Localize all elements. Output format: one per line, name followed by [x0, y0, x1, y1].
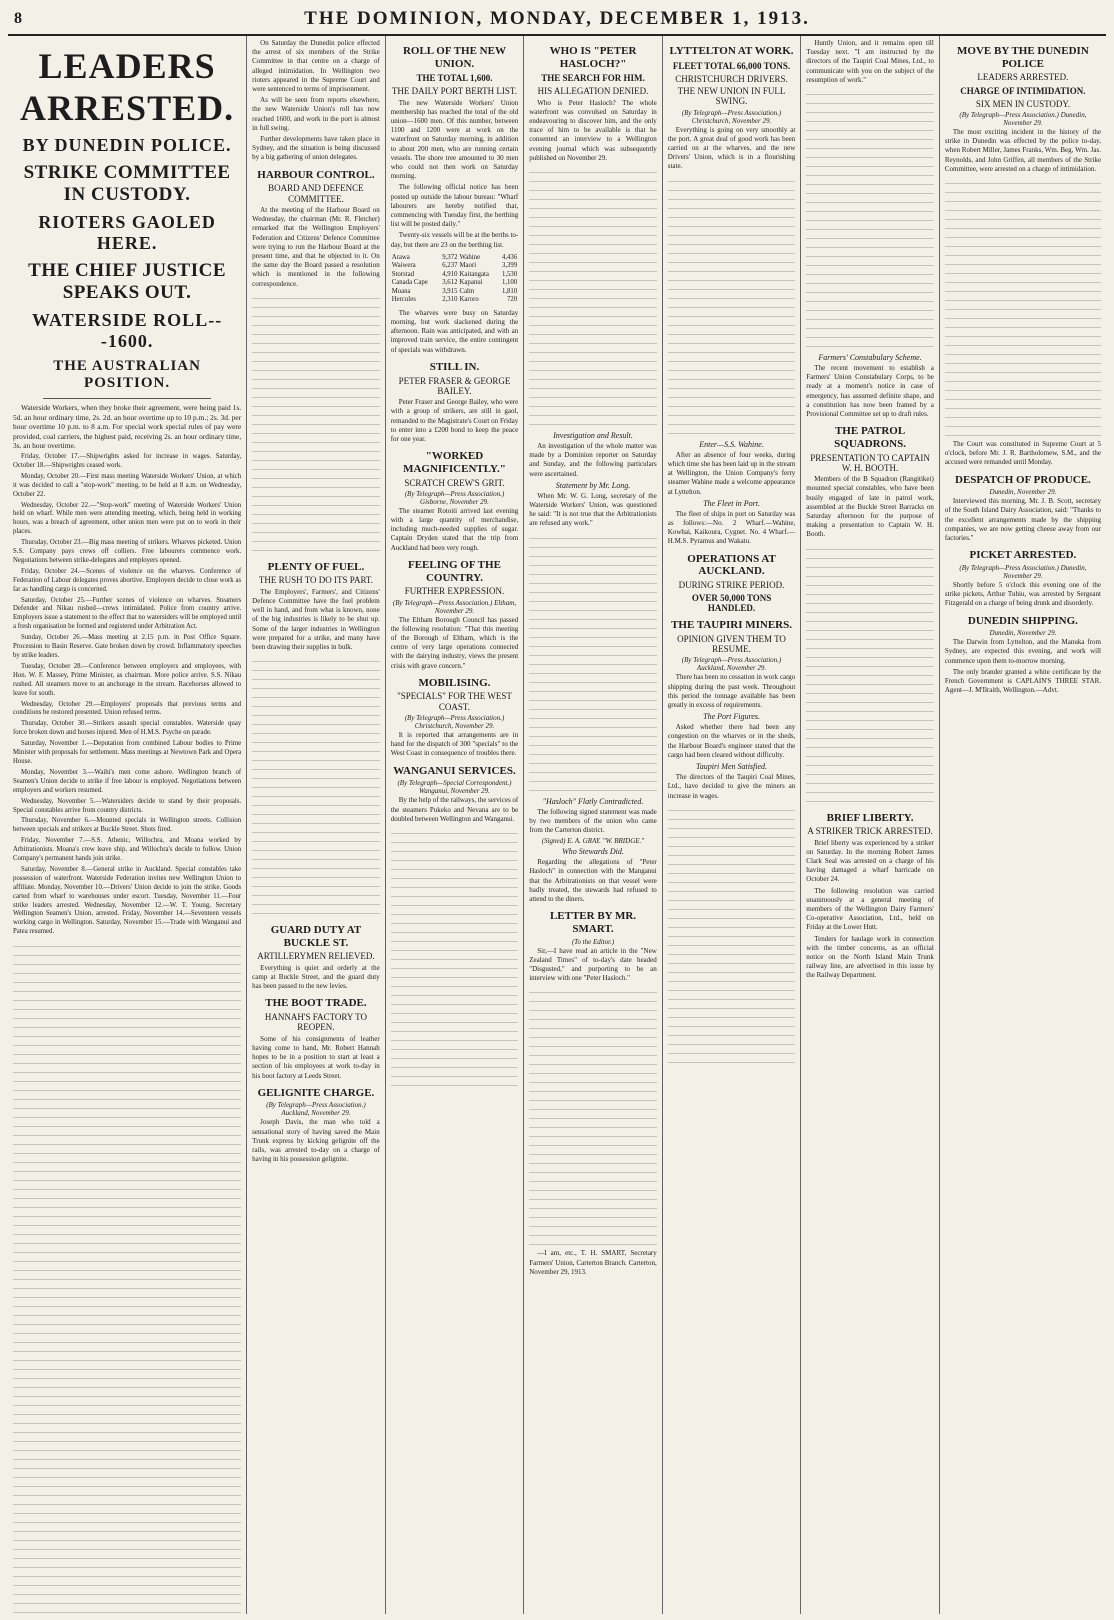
text-continuation: [945, 180, 1101, 440]
dateline: (By Telegraph—Press Association.) Auckland, November 29.: [266, 1101, 366, 1118]
article-text: Who is Peter Hasloch? The whole waterfront was convulsed on Saturday in endeavouring to discover him, and the only trace of him to be available is that he consented an interview to a Wellington evening journal which was subsequently published on November 29.: [529, 98, 657, 162]
article-text: Huntly Union, and it remains open till Tuesday next. "I am instructed by the directors of the Taupiri Coal Mines, Ltd., to communicate with you on the subject of the resumption of work.": [806, 39, 934, 84]
article-text: Interviewed this morning, Mr. J. B. Scott, secretary of the South Island Dairy Association, said: "Thanks to the excellent arrangements made by the shipping companies, we are now getting cheese away from our factories.": [944, 497, 1101, 543]
headline-operations-auckland: OPERATIONS AT AUCKLAND.: [687, 552, 776, 578]
article-text: Twenty-six vessels will be at the berths to-day, but there are 23 on the berthing list.: [390, 231, 519, 249]
subheadline: LEADERS ARRESTED.: [977, 72, 1069, 83]
headline-waterside-roll: WATERSIDE ROLL---1600.: [31, 310, 223, 351]
headline-roll-new-union: ROLL OF THE NEW UNION.: [402, 45, 506, 70]
article-text: The following resolution was carried unanimously at a general meeting of members of the Wellington Dairy Farmers' Co-operative Association, Ltd., held on Friday at the Lower Hutt.: [806, 886, 934, 932]
subheadline: PETER FRASER & GEORGE BAILEY.: [398, 375, 511, 396]
article-text: The following signed statement was made by two members of the union who came from the Carterton district.: [529, 807, 657, 835]
headline-harbour-control: HARBOUR CONTROL.: [257, 168, 375, 181]
article-text: By the help of the railways, the services of the steamers Pukeko and Nevana are to be doubled between Wellington and Wanganui.: [390, 796, 519, 823]
section-heading: Taupiri Men Satisfied.: [696, 762, 768, 772]
section-heading: The Port Figures.: [703, 712, 760, 722]
headline-gelignite-charge: GELIGNITE CHARGE.: [257, 1086, 375, 1099]
subheadline: CHRISTCHURCH DRIVERS.: [675, 73, 788, 84]
chronology-entry: Tuesday, October 28.—Conference between employers and employees, with Hon. W. F. Massey, Prime Minister, as chairman. More police arrive. S.S. Nikau rushed. All steamers move to an anchorage in the stream. Racehorses allowed to leave for south.: [13, 662, 242, 697]
table-row: Storstad 4,910 Kaitangata 1,530: [391, 270, 518, 278]
headline-dunedin-police: BY DUNEDIN POLICE.: [22, 135, 232, 155]
subheadline: PRESENTATION TO CAPTAIN W. H. BOOTH.: [810, 452, 930, 473]
article-text: After an absence of four weeks, during which time she has been laid up in the stream at Wellington, the Union Company's ferry steamer Wahine made a welcome appearance at Lyttelton.: [667, 450, 796, 496]
headline-feeling-of-country: FEELING OF THE COUNTRY.: [408, 558, 501, 584]
text-continuation: [668, 178, 796, 438]
berth-table: [391, 254, 519, 305]
article-text: Sir,—I have read an article in the "New Zealand Times" of to-day's date headed "Disgusted," and purporting to be an interview with one "Peter Hasloch.": [529, 946, 657, 983]
chronology-entry: Monday, October 20.—First mass meeting Waterside Workers' Union, at which it was decided to call a "stop-work" meeting, to be held at 8 a.m. on Wednesday, October 22.: [13, 472, 242, 498]
headline-wanganui-services: WANGANUI SERVICES.: [393, 764, 516, 777]
article-signature: —I am, etc., T. H. SMART, Secretary Farmers' Union, Carterton Branch. Carterton, November 29, 1913.: [529, 1249, 657, 1276]
section-heading: "Hasloch" Flatly Contradicted.: [542, 796, 644, 806]
chronology-entry: Friday, October 17.—Shipwrights asked for increase in wages. Saturday, October 18.—Shipwrights ceased work.: [13, 452, 242, 469]
subheadline: ARTILLERYMEN RELIEVED.: [257, 951, 375, 962]
table-row: Hercules 2,310 Karoro 720: [391, 296, 518, 304]
section-heading: The Fleet in Port.: [703, 498, 760, 508]
section-heading: Investigation and Result.: [553, 431, 633, 441]
headline-still-in: STILL IN.: [429, 360, 480, 373]
page-number: 8: [14, 10, 22, 27]
chronology-entry: Saturday, October 25.—Further scenes of violence on wharves. Steamers Defender and Nikau rushed—crews intimidated. Police from country arrive. Employers issue a statement to the effect that no watersiders will be employed until a fresh organisation be formed and registered under Arbitration Act.: [13, 596, 242, 631]
subheadline: OPINION GIVEN THEM TO RESUME.: [677, 633, 786, 655]
article-text: The Darwin from Lyttelton, and the Manuka from Sydney, are expected this evening, and work will commence upon them to-morrow morning.: [944, 638, 1101, 665]
masthead: [8, 4, 1106, 36]
dateline: (By Telegraph—Press Association.) Dunedin, November 29.: [959, 110, 1087, 127]
article-text: The following official notice has been posted up outside the labour bureau: "Wharf labourers are hereby notified that, commencing with Tuesday first, the berthing list will be posted daily.": [390, 183, 519, 229]
article-text: Further developments have taken place in Sydney, and the situation is being discussed by a big gathering of union delegates.: [252, 135, 380, 162]
article-text: Tenders for haulage work in connection with the timber concerns, as an official notice on the North Island Main Trunk railway line, are advertised in this issue by the Railway Department.: [806, 934, 934, 980]
article-text: Asked whether there had been any congestion on the wharves or in the sheds, the Harbour Board's engineer stated that the cargo had been cleared without difficulty.: [667, 723, 796, 759]
table-row: Moana 3,915 Calm 1,810: [391, 287, 518, 295]
table-row: Canada Cape 3,612 Kapanui 1,100: [391, 279, 518, 287]
headline-despatch-produce: DESPATCH OF PRODUCE.: [955, 473, 1091, 486]
article-text: At the meeting of the Harbour Board on Wednesday, the chairman (Mr. R. Fletcher) remarked that the Wellington Employers' Federation and Citizens' Defence Committee were trying to run the Harbour Board at the present time, and that he objected to it. On the same day the Board passed a resolution which is mentioned in the following correspondence.: [252, 205, 380, 288]
subheadline: HANNAH'S FACTORY TO REOPEN.: [264, 1012, 368, 1033]
headline-lyttelton-at-work: LYTTELTON AT WORK.: [669, 45, 794, 57]
article-text: The Employers', Farmers', and Citizens' Defence Committee have the fuel problem well in hand, and from what is known, none of the big industries is likely to be shut up. Some of the larger industries in Wellington were prepared for a strike, and many have been drawing their supplies in bulk.: [252, 587, 380, 651]
text-continuation: [529, 535, 657, 795]
article-text: The steamer Rotoiti arrived last evening with a large quantity of merchandise, including much-needed supplies of sugar. Captain Dryden stated that the trip from Auckland had been very rough.: [390, 506, 519, 552]
article-text: Brief liberty was experienced by a striker on Saturday. In the morning Robert James Clark Seal was arrested on a charge of his having damaged a wharf barricade on October 24.: [806, 838, 934, 884]
headline-dunedin-police-move: MOVE BY THE DUNEDIN POLICE: [957, 45, 1089, 70]
chronology: [13, 453, 241, 937]
chronology-entry: Saturday, November 1.—Deputation from combined Labour bodies to Prime Minister with proposals for settlement. Mass meetings at Newtown Park and Opera House.: [13, 740, 242, 765]
headline-rioters-gaoled: RIOTERS GAOLED HERE.: [38, 212, 216, 253]
chronology-entry: Friday, October 24.—Scenes of violence on the wharves. Conference of Federation of Labour delegates proves abortive. Employers decide to close work as far as handling cargo is concerned.: [13, 567, 242, 593]
text-continuation: [806, 546, 934, 806]
text-continuation: [668, 807, 796, 1067]
text-continuation: [529, 169, 657, 429]
chronology-entry: Saturday, November 8.—General strike in Auckland. Special constables take possession of waterfront. Waterside Federation invites new Wellington Union to affiliate. Monday, November 10.—Drivers' Union decide to join the strike. Goods carted from wharf to warehouses under escort. Tuesday, November 11.—Four strike leaders arrested. Wednesday, November 12.—W. T. Young, Secretary Wellington Seamen's Union, arrested. Friday, November 14.—Seventeen vessels working cargo in Wellington. Saturday, November 15.—Trade with Wanganui and Patea resumed.: [13, 865, 242, 936]
article-text: The wharves were busy on Saturday morning, but work slackened during the afternoon. Rain was anticipated, and with an improved train service, the entire contingent of specials was withdrawn.: [390, 308, 519, 354]
subheadline: CHARGE OF INTIMIDATION.: [960, 85, 1086, 96]
subheadline: FLEET TOTAL 66,000 TONS.: [672, 60, 791, 71]
text-continuation: [252, 295, 380, 555]
article-text: The recent movement to establish a Farmers' Union Constabulary Corps, to be ready at a moment's notice in case of emergency, has assumed definite shape, and a constitution has now been framed by a Provisional Committee set up to draft rules.: [806, 364, 934, 419]
dateline: Dunedin, November 29.: [989, 488, 1057, 497]
text-continuation: [391, 830, 519, 1090]
chronology-entry: Wednesday, November 5.—Watersiders decide to stand by their proposals. Special constables arrive from country districts.: [13, 797, 242, 814]
chronology-entry: Thursday, October 23.—Big mass meeting of strikers. Wharves picketed. Union S.S. Company pays crews off colliers. Free labourers commence work. Negotiations between strike-delegates and employers opened.: [13, 539, 242, 564]
table-row: Waiwera 6,237 Maori 3,399: [391, 262, 518, 270]
article-text: The Court was constituted in Supreme Court at 5 o'clock, before Mr. J. R. Bartholomew, S.M., and the accused were remanded until Monday.: [944, 439, 1101, 467]
chronology-entry: Monday, November 3.—Waihi's men come ashore. Wellington branch of Seamen's Union decide to strike if free labour is employed. Negotiations between employers and workers resumed.: [13, 768, 242, 794]
subheadline: THE RUSH TO DO ITS PART.: [258, 575, 374, 586]
chronology-entry: Friday, November 7.—S.S. Athenic, Willochra, and Moana worked by Arbitrationists. Moana's crew leave ship, and Willochra's decide to follow. Union Company's permanent hands join strike.: [13, 837, 242, 863]
headline-letter-smart: LETTER BY MR. SMART.: [549, 910, 637, 935]
headline-picket-arrested: PICKET ARRESTED.: [969, 549, 1077, 562]
column-3: [386, 36, 525, 1614]
headline-dunedin-shipping: DUNEDIN SHIPPING.: [967, 614, 1078, 627]
column-1: [8, 36, 247, 1614]
subheadline: FURTHER EXPRESSION.: [404, 586, 505, 597]
article-text: When Mr. W. G. Long, secretary of the Waterside Workers' Union, was questioned he said: "It is not true that the Arbitrationists are refused any work.": [529, 491, 657, 528]
column-6: [801, 36, 940, 1614]
subheadline: (To the Editor.): [571, 937, 615, 946]
article-text: The new Waterside Workers' Union membership has reached the total of the old union—1600 men. Of this number, between 1100 and 1200 were at work on the waterfront on Saturday morning, in addition to about 200 men, who are running certain vessels. The shore tree amounted to 30 men who could not then work on Saturday morning.: [390, 98, 519, 181]
headline-patrol-squadrons: THE PATROL SQUADRONS.: [834, 425, 906, 450]
dateline: (By Telegraph—Press Association.) Auckland, November 29.: [681, 656, 782, 673]
headline-strike-committee: STRIKE COMMITTEE IN CUSTODY.: [23, 162, 231, 205]
article-text: The directors of the Taupiri Coal Mines, Ltd., have decided to give the miners an increase in wages.: [667, 773, 796, 800]
column-4: [524, 36, 663, 1614]
article-text: Some of his consignments of leather having come to hand, Mr. Robert Hannah hopes to be in a position to start at least a section of his employees at work to-day in his boot factory at Leeds Street.: [252, 1034, 380, 1080]
lead-paragraph: Waterside Workers, when they broke their agreement, were being paid 1s. 5d. an hour ordinary time, 2s. 2d. an hour overtime up to 10 p.m.; 2s. 3d. per hour overtime 10 p.m. to 8 a.m. For special work special rules of pay were provided, coal carriers, the highest paid, receiving 2s. an hour ordinary time, 3s. an hour overtime.: [13, 403, 242, 451]
dateline: (By Telegraph—Special Correspondent.) Wanganui, November 29.: [397, 779, 512, 796]
subheadline: THE TOTAL 1,600.: [416, 73, 493, 84]
article-text: As will be seen from reports elsewhere, the new Waterside Union's roll has now reached 1600, and work in the port is almost in full swing.: [252, 96, 380, 132]
headline-guard-duty: GUARD DUTY AT BUCKLE ST.: [270, 924, 362, 949]
headline-taupiri-miners: THE TAUPIRI MINERS.: [671, 619, 792, 632]
divider: [43, 398, 211, 399]
headline-boot-trade: THE BOOT TRADE.: [265, 997, 367, 1010]
section-heading: Farmers' Constabulary Scheme.: [818, 353, 922, 363]
dateline: (By Telegraph—Press Association.) Christchurch, November 29.: [681, 108, 782, 125]
subheadline: DURING STRIKE PERIOD.: [678, 579, 785, 590]
article-text: Regarding the allegations of "Peter Hasloch" in connection with the Manganui that the Arbitrationists on that vessel were badly treated, the stewards had refused to attend to the diners.: [529, 858, 657, 904]
column-2: [247, 36, 386, 1614]
article-text: Members of the B Squadron (Rangitikei) mounted special constables, who have been busily engaged of late in patrol work, assembled at the Buckle Street Barracks on Saturday afternoon for the purpose of making a presentation to Captain W. H. Booth.: [806, 475, 934, 539]
article-text: Everything is going on very smoothly at the port. A great deal of good work has been carried on at the wharves, and the new Drivers' Union, which is in a flourishing state.: [667, 125, 796, 171]
article-text: On Saturday the Dunedin police effected the arrest of six members of the Strike Committee in that centre on a charge of alleged intimidation. In Wellington two rioters appeared in the Supreme Court and were sentenced to terms of imprisonment.: [252, 39, 380, 94]
dateline: (By Telegraph—Press Association.) Gisborne, November 29.: [404, 489, 505, 506]
article-text: Shortly before 5 o'clock this evening one of the strike pickets, Arthur Tuhiu, was arrested by Sergeant Fitzgerald on a charge of being drunk and disorderly.: [944, 580, 1101, 608]
dateline: (By Telegraph—Press Association.) Eltham, November 29.: [392, 598, 517, 615]
subheadline: THE NEW UNION IN FULL SWING.: [677, 85, 786, 107]
newspaper-title: THE DOMINION, MONDAY, DECEMBER 1, 1913.: [304, 8, 810, 29]
section-heading: Who Stewards Did.: [562, 847, 624, 857]
subheadline: THE DAILY PORT BERTH LIST.: [391, 86, 518, 97]
article-text: Everything is quiet and orderly at the camp at Buckle Street, and the guard duty has been passed to the new levies.: [252, 963, 380, 991]
section-heading: Statement by Mr. Long.: [555, 480, 631, 490]
chronology-entry: Thursday, October 30.—Strikers assault special constables. Waterside quay force broken down and horses injured. Men of H.M.S. Psyche on parade.: [13, 720, 242, 737]
table-row: Arawa 9,372 Wahine 4,436: [391, 253, 518, 261]
subheadline: SCRATCH CREW'S GRIT.: [404, 477, 505, 488]
chronology-entry: Thursday, November 6.—Mounted specials in Wellington streets. Collision between specials and strikers at Buckle Street. Shots fired.: [13, 817, 242, 834]
article-text: It is reported that arrangements are in hand for the dispatch of 300 "specials" to the West Coast in consequence of troubles there.: [390, 731, 519, 758]
subheadline: SIX MEN IN CUSTODY.: [975, 98, 1070, 109]
main-headline: LEADERS ARRESTED.: [20, 46, 235, 128]
text-continuation: [529, 989, 657, 1249]
text-continuation: [252, 658, 380, 918]
article-text: The Eltham Borough Council has passed the following resolution: "That this meeting of the Borough of Eltham, which is the centre of very large operations connected with the dairying industry, views the present crisis with grave concern.": [390, 615, 519, 670]
headline-brief-liberty: BRIEF LIBERTY.: [826, 811, 914, 824]
headline-australian-position: THE AUSTRALIAN POSITION.: [53, 358, 201, 391]
headline-plenty-of-fuel: PLENTY OF FUEL.: [267, 560, 365, 573]
subheadline: A STRIKER TRICK ARRESTED.: [807, 826, 933, 837]
subheadline: HIS ALLEGATION DENIED.: [537, 86, 649, 97]
chronology-entry: Wednesday, October 29.—Employers' proposals that previous terms and conditions be restored presented. Union refused terms.: [13, 700, 242, 717]
columns: [8, 36, 1106, 1614]
headline-worked-magnificently: "WORKED MAGNIFICENTLY.": [403, 450, 506, 475]
chronology-entry: Sunday, October 26.—Mass meeting at 2.15 p.m. in Post Office Square. Procession to Basin Reserve. Gate broken down by crowd. Inflammatory speeches by strike leaders.: [13, 634, 242, 659]
subheadline: BOARD AND DEFENCE COMMITTEE.: [268, 183, 364, 204]
section-heading: Enter—S.S. Wahine.: [699, 439, 764, 449]
dateline: (By Telegraph—Press Association.) Dunedin, November 29.: [959, 563, 1087, 580]
headline-peter-hasloch: WHO IS "PETER HASLOCH?": [549, 45, 637, 70]
article-text: Joseph Davis, the man who told a sensational story of having saved the Main Trunk express by kicking gelignite off the rails, was arrested to-day on a charge of having in his possession gelignite.: [252, 1118, 380, 1164]
article-text: Peter Fraser and George Bailey, who were with a group of strikers, are still in gaol, remanded to the Magistrate's Court on Friday to enter into a £200 bond to keep the peace for one year.: [390, 398, 519, 444]
subheadline: OVER 50,000 TONS HANDLED.: [691, 593, 772, 614]
chronology-entry: Wednesday, October 22.—"Stop-work" meeting of Waterside Workers' Union held on wharf. While men were attending meeting, which, being held in working hours, was a breach of agreement, other union men were put on to work in their places.: [13, 501, 242, 536]
column-5: [663, 36, 802, 1614]
article-text: The most exciting incident in the history of the strike in Dunedin was effected by the police to-day, when Robert Miller, James Franks, Wm. Beg, Wm. Jas. Reynolds, and John Griffen, all members of the Strike Committee, were arrested on a charge of intimidation.: [944, 127, 1101, 173]
subheadline: THE SEARCH FOR HIM.: [541, 73, 645, 84]
advertisement-text: The only brander granted a white certificate by the French Government is CAPLAIN'S THREE STAR. Agent—J. M'Ilraith, Wellington.—Advt.: [944, 667, 1101, 695]
article-text: An investigation of the whole matter was made by a Dominion reporter on Saturday and Sunday, and the following particulars were ascertained.: [529, 442, 657, 478]
signature: (Signed) E. A. GRAY. "W. BRIDGE.": [541, 837, 645, 846]
article-text: The fleet of ships in port on Saturday was as follows:—No. 2 Wharf.—Wahine, Kowhai, Kaikoura, Cygnet. No. 4 Wharf.—H.M.S. Pyramus and Wakatu.: [667, 509, 796, 546]
article-text: There has been no cessation in work cargo shipping during the past week. Throughout this period the tonnage available has been greatly in excess of requirements.: [667, 673, 796, 710]
headline-chief-justice: THE CHIEF JUSTICE SPEAKS OUT.: [28, 260, 226, 303]
text-continuation: [13, 943, 241, 1614]
text-continuation: [806, 91, 934, 351]
headline-mobilising: MOBILISING.: [418, 676, 491, 689]
dateline: (By Telegraph—Press Association.) Christchurch, November 29.: [404, 714, 505, 731]
subheadline: "SPECIALS" FOR THE WEST COAST.: [397, 691, 512, 712]
dateline: Dunedin, November 29.: [989, 629, 1057, 638]
column-7: [940, 36, 1106, 1614]
